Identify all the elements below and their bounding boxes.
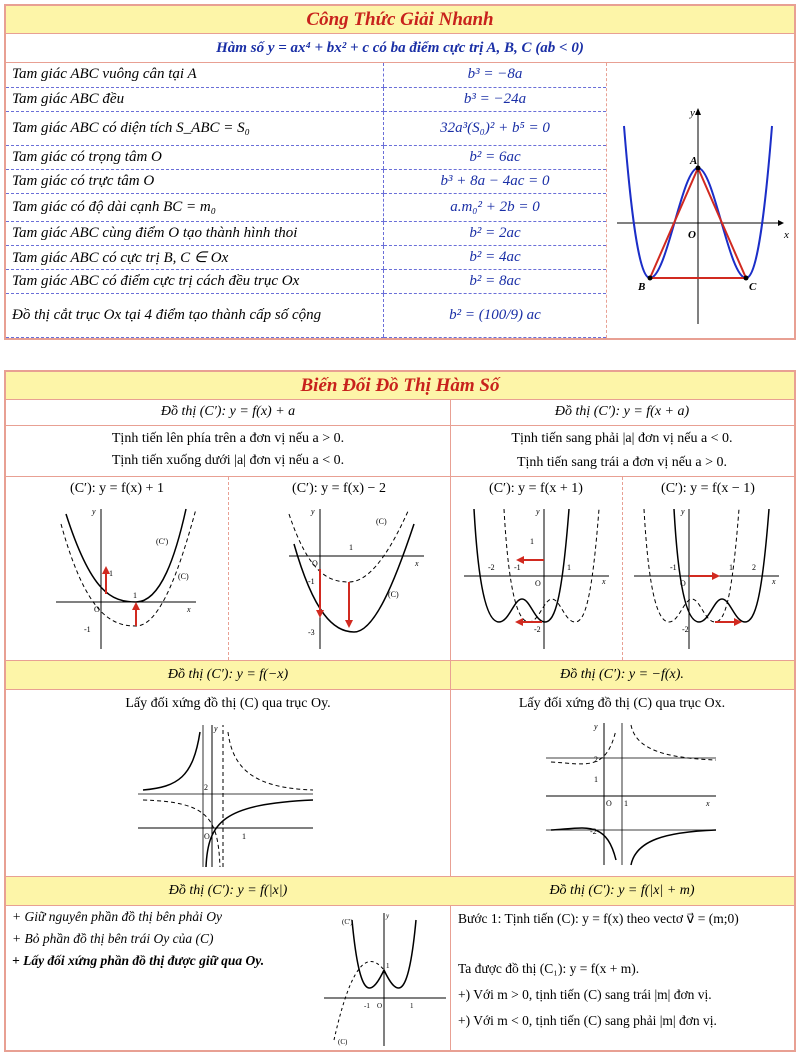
abs-rule-2: + Bỏ phần đồ thị bên trái Oy của (C): [12, 931, 214, 946]
shift-step-result: Ta được đồ thị (C₁): y = f(x + m).: [458, 961, 640, 976]
svg-text:1: 1: [729, 563, 733, 572]
graph-shift-right: [634, 504, 784, 654]
svg-text:1: 1: [624, 799, 628, 808]
svg-text:1: 1: [349, 543, 353, 552]
svg-text:1: 1: [133, 591, 137, 600]
formula-value: b² = 2ac: [384, 221, 607, 245]
formula-row: [6, 63, 606, 87]
svg-text:1: 1: [109, 569, 113, 578]
shift-case-negative: +) Với m < 0, tịnh tiến (C) sang phải |m| đơn vị.: [458, 1013, 717, 1028]
header-reflect-ox: Đồ thị (C′): y = −f(x).: [450, 661, 794, 689]
formula-row: [6, 145, 606, 169]
text-reflect-oy: Lấy đối xứng đồ thị (C) qua trục Oy.: [125, 696, 331, 711]
svg-text:(C'): (C'): [156, 537, 169, 546]
formula-row: [6, 87, 606, 111]
svg-text:-1: -1: [364, 1002, 370, 1010]
label-f-x-minus-1: (C′): y = f(x − 1): [661, 481, 755, 496]
svg-text:(C): (C): [338, 1038, 348, 1046]
quick-formula-subtitle: Hàm số y = ax⁴ + bx² + c có ba điểm cực trị A, B, C (ab < 0): [6, 34, 794, 63]
formula-value: b³ = −8a: [384, 63, 607, 87]
quick-formula-title: Công Thức Giải Nhanh: [6, 6, 794, 34]
svg-text:x: x: [187, 605, 191, 614]
graph-reflect-oy: [138, 722, 318, 872]
svg-text:(C'): (C'): [342, 918, 353, 926]
svg-text:y: y: [536, 507, 540, 516]
formula-condition: Tam giác ABC cùng điểm O tạo thành hình thoi: [6, 221, 384, 245]
svg-text:x: x: [602, 577, 606, 586]
formula-table: [6, 63, 606, 338]
formula-value: b² = (100/9) ac: [384, 293, 607, 337]
formula-value: a.m₀² + 2b = 0: [384, 193, 607, 221]
header-shift-horizontal: Đồ thị (C′): y = f(x + a): [554, 404, 690, 419]
svg-text:y: y: [311, 507, 315, 516]
svg-text:x: x: [706, 799, 710, 808]
shift-case-positive: +) Với m > 0, tịnh tiến (C) sang trái |m| đơn vị.: [458, 987, 712, 1002]
formula-value: b² = 6ac: [384, 145, 607, 169]
graph-shift-down: [284, 504, 434, 654]
svg-text:y: y: [386, 912, 390, 920]
svg-text:(C): (C): [376, 517, 387, 526]
formula-condition: Tam giác ABC có cực trị B, C ∈ Ox: [6, 245, 384, 269]
formula-condition: Tam giác có trực tâm O: [6, 169, 384, 193]
svg-text:1: 1: [386, 962, 390, 970]
shift-step-1: Bước 1: Tịnh tiến (C): y = f(x) theo vectơ v⃗ = (m;0): [458, 911, 739, 926]
formula-condition: Tam giác có độ dài cạnh BC = m₀: [6, 193, 384, 221]
label-f-x-plus-1: (C′): y = f(x + 1): [489, 481, 583, 496]
formula-row: [6, 293, 606, 337]
formula-condition: Đồ thị cắt trục Ox tại 4 điểm tạo thành cấp số cộng: [6, 293, 384, 337]
svg-text:-2: -2: [488, 563, 495, 572]
text-shift-down: Tịnh tiến xuống dưới |a| đơn vị nếu a < 0.: [111, 453, 345, 468]
svg-text:y: y: [681, 507, 685, 516]
svg-text:-1: -1: [670, 563, 677, 572]
abs-rule-3: + Lấy đối xứng phần đồ thị được giữ qua Oy.: [12, 953, 265, 968]
svg-text:2: 2: [204, 783, 208, 792]
header-abs-x-plus-m: Đồ thị (C′): y = f(|x| + m): [450, 877, 794, 905]
svg-text:O: O: [535, 579, 541, 588]
graph-c-label: C: [749, 281, 757, 293]
formula-row: [6, 169, 606, 193]
formula-value: b² = 8ac: [384, 269, 607, 293]
formula-condition: Tam giác ABC vuông cân tại A: [6, 63, 384, 87]
formula-row: [6, 269, 606, 293]
graph-y-label: y: [690, 107, 695, 119]
svg-text:O: O: [606, 799, 612, 808]
quartic-graph: [612, 96, 792, 336]
formula-value: b³ = −24a: [384, 87, 607, 111]
formula-condition: Tam giác ABC đều: [6, 87, 384, 111]
svg-text:y: y: [92, 507, 96, 516]
svg-text:O: O: [94, 605, 100, 614]
svg-text:-1: -1: [514, 563, 521, 572]
svg-text:-1: -1: [308, 577, 315, 586]
formula-condition: Tam giác ABC có diện tích S_ABC = S₀: [6, 111, 384, 145]
svg-text:O: O: [312, 559, 318, 568]
svg-text:(C): (C): [178, 572, 189, 581]
graph-transform-section: [4, 370, 796, 1052]
header-reflect-oy: Đồ thị (C′): y = f(−x): [6, 661, 450, 689]
quick-formula-section: [4, 4, 796, 340]
text-shift-right: Tịnh tiến sang phải |a| đơn vị nếu a < 0.: [511, 431, 733, 446]
header-abs-x: Đồ thị (C′): y = f(|x|): [6, 877, 450, 905]
graph-o-label: O: [688, 229, 696, 241]
svg-text:x: x: [772, 577, 776, 586]
formula-condition: Tam giác có trọng tâm O: [6, 145, 384, 169]
svg-text:O: O: [204, 832, 210, 841]
svg-text:2: 2: [594, 755, 598, 764]
svg-text:1: 1: [567, 563, 571, 572]
label-f-minus-2: (C′): y = f(x) − 2: [292, 481, 386, 496]
svg-text:-2: -2: [534, 625, 541, 634]
text-shift-up: Tịnh tiến lên phía trên a đơn vị nếu a > 0.: [111, 431, 345, 446]
svg-text:-3: -3: [308, 628, 315, 637]
formula-row: [6, 245, 606, 269]
svg-text:-2: -2: [682, 625, 689, 634]
graph-b-label: B: [638, 281, 646, 293]
svg-text:O: O: [377, 1002, 383, 1010]
svg-text:y: y: [594, 722, 598, 731]
formula-value: 32a³(S₀)² + b⁵ = 0: [384, 111, 607, 145]
graph-shift-left: [464, 504, 614, 654]
abs-rule-1: + Giữ nguyên phần đồ thị bên phải Oy: [12, 909, 222, 924]
svg-text:x: x: [415, 559, 419, 568]
header-shift-vertical: Đồ thị (C′): y = f(x) + a: [160, 404, 296, 419]
formula-row: [6, 111, 606, 145]
transform-title: Biến Đổi Đồ Thị Hàm Số: [6, 372, 794, 400]
graph-x-label: x: [784, 229, 789, 241]
formula-value: b³ + 8a − 4ac = 0: [384, 169, 607, 193]
svg-text:-1: -1: [84, 625, 91, 634]
graph-abs-x: [324, 910, 448, 1050]
formula-condition: Tam giác ABC có điểm cực trị cách đều trục Ox: [6, 269, 384, 293]
svg-text:y: y: [214, 724, 218, 733]
graph-shift-up: [56, 504, 206, 654]
text-reflect-ox: Lấy đối xứng đồ thị (C) qua trục Ox.: [518, 696, 726, 711]
graph-a-label: A: [690, 155, 698, 167]
svg-text:1: 1: [242, 832, 246, 841]
svg-text:(C): (C): [388, 590, 399, 599]
svg-text:1: 1: [410, 1002, 414, 1010]
formula-row: [6, 193, 606, 221]
svg-text:-2: -2: [590, 827, 597, 836]
svg-text:O: O: [680, 579, 686, 588]
graph-reflect-ox: [546, 720, 726, 870]
text-shift-left: Tịnh tiến sang trái a đơn vị nếu a > 0.: [516, 455, 728, 470]
label-f-plus-1: (C′): y = f(x) + 1: [70, 481, 164, 496]
formula-value: b² = 4ac: [384, 245, 607, 269]
svg-text:1: 1: [530, 537, 534, 546]
formula-row: [6, 221, 606, 245]
svg-text:2: 2: [752, 563, 756, 572]
svg-text:1: 1: [594, 775, 598, 784]
